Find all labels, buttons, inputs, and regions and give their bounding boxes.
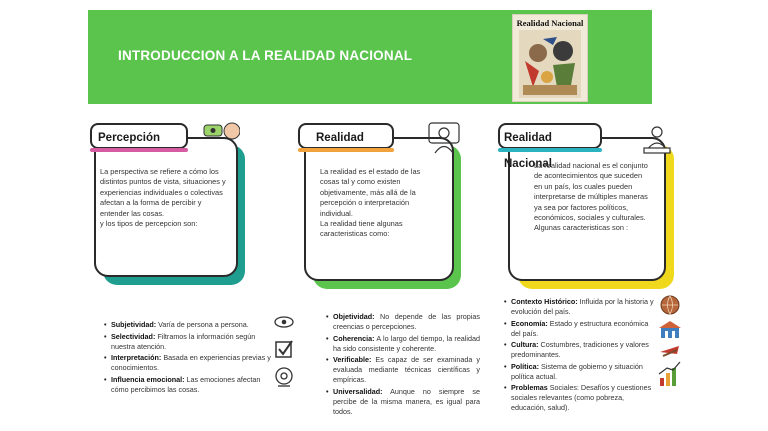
person-at-desk-icon: [643, 124, 671, 156]
card-title-underline: [298, 148, 394, 152]
national-traits-list: [504, 297, 656, 415]
list-item: • Selectividad: Filtramos la información según nuestra atención.: [104, 332, 272, 352]
card-title-text: Realidad: [316, 132, 364, 144]
globe-icon: [661, 296, 679, 314]
card-description: La realidad nacional es el conjunto de acontecimientos que suceden en un país, los cuales pueden interpretarse de múltiples maneras ya sea por factores políticos, económicos, sociales y culturales. Algunas caracteristicas son :: [534, 161, 648, 233]
book-cover-illustration: [513, 15, 587, 101]
list-item: • Objetividad: No depende de las propias creencias o percepciones.: [326, 312, 480, 332]
card-title-text: Percepción: [98, 132, 160, 144]
culture-icon: [660, 346, 679, 356]
list-item: • Interpretación: Basada en experiencias previas y conocimientos.: [104, 353, 272, 373]
list-item: • Política: Sistema de gobierno y situación política actual.: [504, 362, 656, 382]
card-title-text: Realidad Nacional: [504, 132, 552, 170]
list-item: • Economía: Estado y estructura económica del país.: [504, 319, 656, 339]
chart-icon: [659, 362, 680, 386]
page-title: INTRODUCCION A LA REALIDAD NACIONAL: [118, 48, 413, 63]
list-item: • Verificable: Es capaz de ser examinada y evaluada mediante técnicas científicas y empíricas.: [326, 355, 480, 385]
card-title: [498, 123, 602, 170]
list-item: • Cultura: Costumbres, tradiciones y valores predominantes.: [504, 340, 656, 360]
checkbox-icon: [276, 341, 292, 357]
book-cover-image: [512, 14, 588, 102]
perception-types-list: [104, 320, 272, 396]
national-icons: [657, 294, 683, 396]
reality-traits-list: [326, 312, 480, 418]
card-title-underline: [90, 148, 188, 152]
person-thinking-icon: [427, 120, 461, 154]
head-gear-icon: [276, 368, 292, 386]
list-item: • Influencia emocional: Las emociones afectan cómo percibimos las cosas.: [104, 375, 272, 395]
list-item: • Universalidad: Aunque no siempre se percibe de la misma manera, es igual para todos.: [326, 387, 480, 417]
list-item: • Problemas Sociales: Desafíos y cuestiones sociales relevantes (como pobreza, educación, salud).: [504, 383, 656, 413]
header-banner: [88, 10, 652, 104]
list-item: • Coherencia: A lo largo del tiempo, la realidad ha sido consistente y coherente.: [326, 334, 480, 354]
card-percepcion: [90, 123, 250, 293]
card-description: La realidad es el estado de las cosas tal y como existen objetivamente, más allá de la percepción o interpretación individual. La realidad tiene algunas caracteristicas como:: [320, 167, 421, 239]
building-icon: [659, 321, 681, 338]
card-title: [298, 123, 394, 149]
eye-icon: [275, 317, 293, 327]
eye-glasses-icon: [202, 120, 240, 142]
list-item: • Contexto Histórico: Influida por la historia y evolución del país.: [504, 297, 656, 317]
card-description: La perspectiva se refiere a cómo los distintos puntos de vista, situaciones y experiencias individuales o colectivas afectan a la forma de percibir y entender las cosas. y los tipos de percepcion son:: [100, 167, 226, 229]
perception-icons: [273, 314, 295, 396]
book-cover-title: Realidad Nacional: [516, 18, 584, 28]
card-title: [90, 123, 188, 149]
list-item: • Subjetividad: Varía de persona a persona.: [104, 320, 272, 330]
card-title-underline: [498, 148, 602, 152]
